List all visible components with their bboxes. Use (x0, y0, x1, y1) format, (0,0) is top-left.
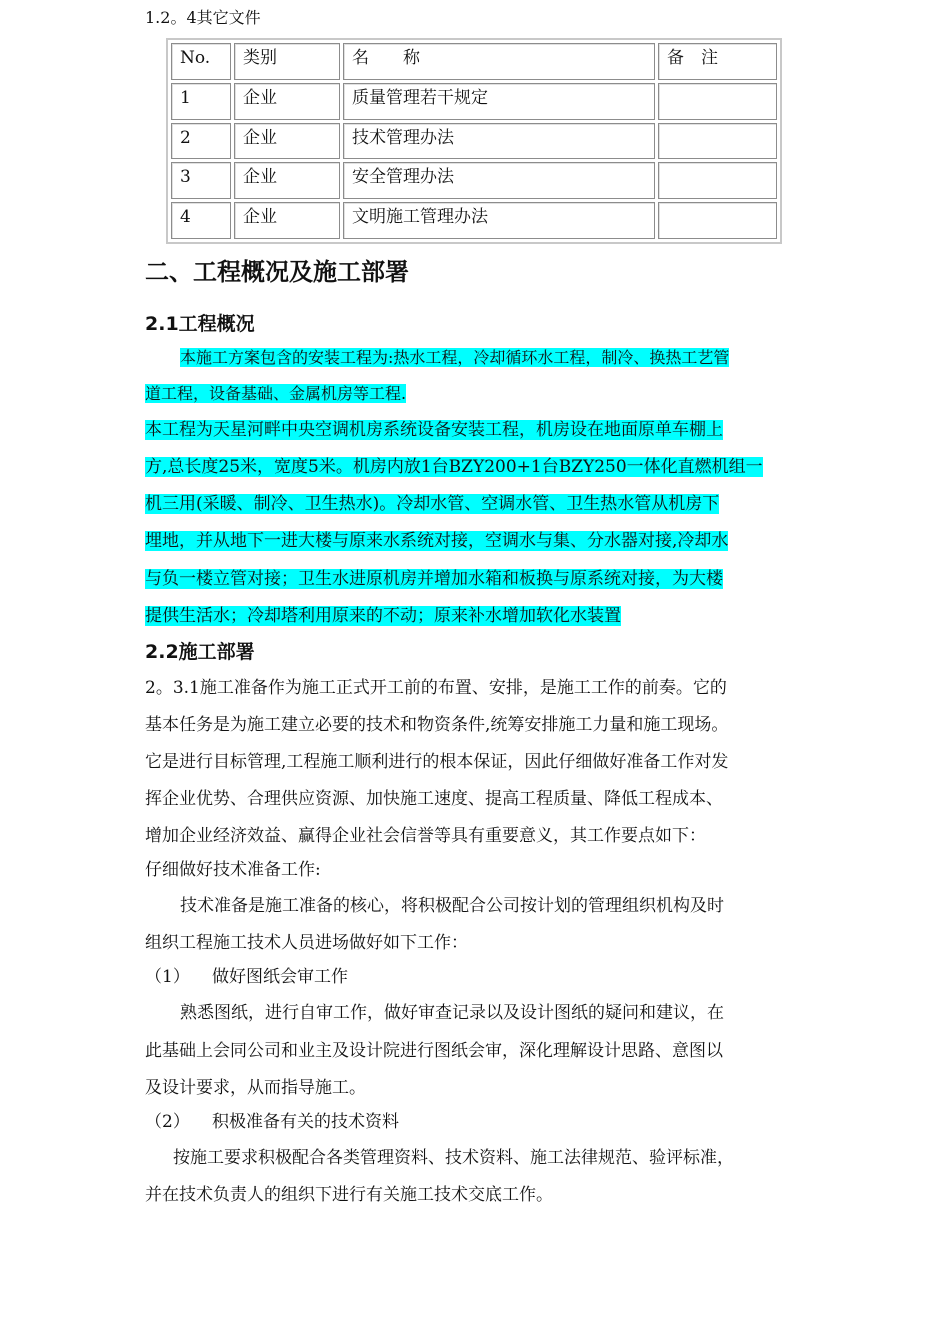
documents-table (166, 38, 782, 244)
overview-p2-line: 埋地，并从地下一进大楼与原来水系统对接，空调水与集、分水器对接,冷却水 (145, 531, 729, 551)
table-row (171, 162, 777, 199)
tech-p-line: 组织工程施工技术人员进场做好如下工作： (145, 933, 468, 953)
heading-2-2: 2.2施工部署 (145, 641, 255, 663)
cell-no: 4 (171, 202, 231, 239)
header-no: No. (171, 43, 231, 80)
item-1-number: （1） (145, 967, 190, 987)
cell-remark (658, 123, 777, 160)
header-name: 名 称 (343, 43, 655, 80)
deploy-p1-line: 2。3.1施工准备作为施工正式开工前的布置、安排，是施工工作的前奏。它的 (145, 678, 727, 698)
item-2-p-line: 按施工要求积极配合各类管理资料、技术资料、施工法律规范、验评标准， (173, 1148, 734, 1168)
heading-2-1: 2.1工程概况 (145, 313, 255, 335)
cell-remark (658, 162, 777, 199)
cell-name: 安全管理办法 (343, 162, 655, 199)
tech-p-line: 技术准备是施工准备的核心，将积极配合公司按计划的管理组织机构及时 (180, 896, 724, 916)
item-2-title: 积极准备有关的技术资料 (212, 1112, 399, 1132)
deploy-p1-line: 基本任务是为施工建立必要的技术和物资条件,统筹安排施工力量和施工现场。 (145, 715, 729, 735)
table-header-row (171, 43, 777, 80)
deploy-subheading: 仔细做好技术准备工作: (145, 860, 321, 880)
cell-no: 3 (171, 162, 231, 199)
cell-name: 技术管理办法 (343, 123, 655, 160)
header-category: 类别 (234, 43, 340, 80)
cell-category: 企业 (234, 202, 340, 239)
cell-category: 企业 (234, 123, 340, 160)
item-1-p-line: 此基础上会同公司和业主及设计院进行图纸会审，深化理解设计思路、意图以 (145, 1041, 723, 1061)
cell-category: 企业 (234, 162, 340, 199)
heading-section-2: 二、工程概况及施工部署 (145, 258, 409, 286)
cell-category: 企业 (234, 83, 340, 120)
deploy-p1-line: 增加企业经济效益、赢得企业社会信誉等具有重要意义，其工作要点如下： (145, 826, 706, 846)
overview-p2-line: 本工程为天星河畔中央空调机房系统设备安装工程，机房设在地面原单车棚上 (145, 420, 723, 440)
overview-p2-line: 与负一楼立管对接；卫生水进原机房并增加水箱和板换与原系统对接，为大楼 (145, 569, 723, 589)
cell-name: 质量管理若干规定 (343, 83, 655, 120)
table-row (171, 123, 777, 160)
item-2-number: （2） (145, 1112, 190, 1132)
table-row (171, 83, 777, 120)
deploy-p1-line: 挥企业优势、合理供应资源、加快施工速度、提高工程质量、降低工程成本、 (145, 789, 723, 809)
overview-p1-line: 道工程，设备基础、金属机房等工程. (145, 384, 407, 403)
item-1-title: 做好图纸会审工作 (212, 967, 348, 987)
overview-p2-line: 机三用(采暖、制冷、卫生热水)。冷却水管、空调水管、卫生热水管从机房下 (145, 494, 720, 514)
deploy-p1-line: 它是进行目标管理,工程施工顺利进行的根本保证，因此仔细做好准备工作对发 (145, 752, 729, 772)
item-2-p-line: 并在技术负责人的组织下进行有关施工技术交底工作。 (145, 1185, 553, 1205)
overview-p1-line: 本施工方案包含的安装工程为:热水工程，冷却循环水工程，制冷、换热工艺管 (180, 348, 730, 367)
item-1-p-line: 及设计要求，从而指导施工。 (145, 1078, 366, 1098)
cell-remark (658, 83, 777, 120)
section-title-1-2-4: 1.2。4其它文件 (145, 8, 261, 27)
table-row (171, 202, 777, 239)
item-1-p-line: 熟悉图纸，进行自审工作，做好审查记录以及设计图纸的疑问和建议，在 (180, 1003, 724, 1023)
cell-remark (658, 202, 777, 239)
overview-p2-line: 提供生活水；冷却塔利用原来的不动；原来补水增加软化水装置 (145, 606, 621, 626)
header-remark: 备 注 (658, 43, 777, 80)
cell-no: 1 (171, 83, 231, 120)
cell-name: 文明施工管理办法 (343, 202, 655, 239)
cell-no: 2 (171, 123, 231, 160)
overview-p2-line: 方,总长度25米，宽度5米。机房内放1台BZY200+1台BZY250一体化直燃机组一 (145, 457, 763, 477)
